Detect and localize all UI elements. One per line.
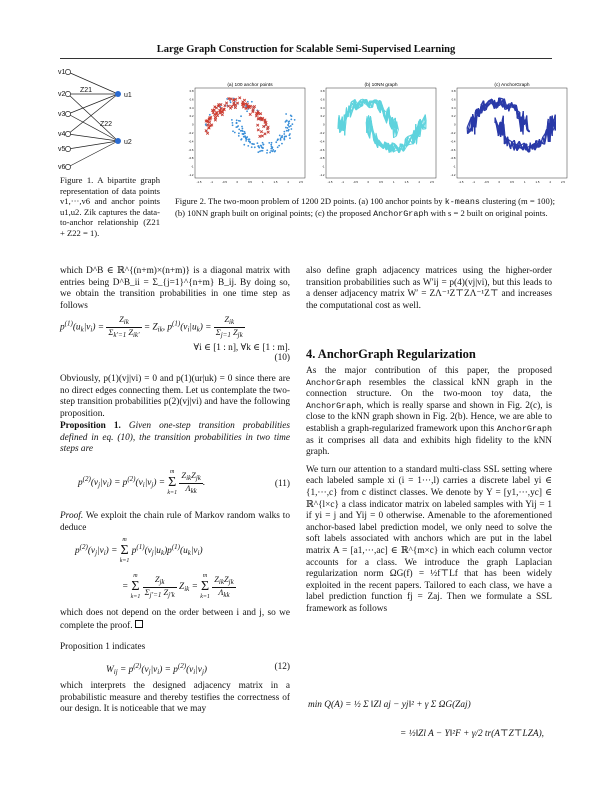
node-v6: v6 [58,164,66,171]
x-tick-label: -1.5 [458,180,464,184]
y-tick-label: 0 [191,122,194,127]
left-para-4: Proposition 1 indicates [60,642,146,652]
data-point [266,152,268,154]
figure2-caption [175,196,555,219]
x-tick-label: -0.5 [222,180,227,184]
proposition-1 [60,421,290,456]
data-point [281,143,283,145]
x-tick-label: 2 [287,180,290,184]
right-para-3: We turn our attention to a standard multi-class SSL setting where each labeled sample xi (i = 1···,l) carries a discrete label yi ∈ {1,···,c} from c distinct classes. We denote by Y = [y1,···,yc] ∈ ℝ^{l×c} a class indicator matrix on labeled samples with Yij = 1 if yi = j and Yij = 0 otherwise. Amenable to the aforementioned anchor-based label prediction model, we only need to solve the soft labels associated with anchors which are put in the label matrix A = [a1,···,ac] ∈ ℝ^{m×c} in which each column vector accounts for a class. We introduce the graph Laplacian regularization norm ΩG(f) = ½f⊤Lf that has been widely exploited in the recent papers. Tailored to each class, we have a label prediction function fj = Zaj. Then we formulate a SSL framework as follows [306,464,552,614]
data-point [283,137,285,139]
data-point [291,115,293,117]
data-point [244,135,246,137]
data-point [283,133,285,135]
qed-square-icon [135,620,143,628]
data-point [254,146,256,148]
running-title: Large Graph Construction for Scalable Semi-Supervised Learning [156,44,456,55]
data-point [287,130,289,132]
section-heading: 4. AnchorGraph Regularization [306,347,476,361]
proposition-head: Proposition 1. [60,421,121,431]
equation-objective-line2: = ½‖Zl A − Y‖²F + γ/2 tr(A⊤Z⊤LZA), [400,729,544,739]
figure2-svg [183,80,565,190]
anchor-point-marker [228,97,231,100]
data-point [231,119,233,121]
anchor-point-marker [267,131,270,134]
data-point [268,142,270,144]
x-tick-label: -1 [341,180,344,184]
y-tick-label: -1.2 [188,173,194,177]
anchor-point-marker [264,133,267,136]
left-para-2: Obviously, p(1)(vj|vi) = 0 and p(1)(ur|uk) = 0 since there are no direct edges connecting them. Let us contemplate the two-step transition probabilities p(2)(vj|vi) and have the following proposition. [60,374,290,419]
data-point [251,101,253,103]
x-tick-label: 2 [418,180,421,184]
y-tick-label: 0.4 [320,105,325,110]
y-tick-label: -1 [191,164,194,169]
equation-objective-line1: min Q(A) = ½ Σ ‖Zl aj − yj‖² + γ Σ ΩG(Zaj) [308,700,471,710]
left-para-3-block [60,608,290,632]
anchor-point-marker [242,106,245,109]
figure2-panel-title: (a) 100 anchor points [227,83,273,88]
y-tick-label: -0.4 [450,139,456,144]
equation-chain-1: $p^{(2)}(v_j|v_i) = m$ Σ k=1 $p^{(1)}(v_j|u_k)p^{(1)}(u_k|v_i)$ [75,537,203,564]
node-v5: v5 [58,146,66,153]
proof-head: Proof. [60,511,84,521]
anchor-point-marker [243,99,246,102]
caption-kmeans: k-means [444,197,480,207]
x-tick-label: 2 [549,180,552,184]
x-tick-label: 1 [392,180,395,184]
data-point [247,101,249,103]
anchor-point-marker [259,135,262,138]
data-point [209,114,211,116]
anchor-point-marker [252,106,255,109]
equation-10: $p^{(1)}(u_k|v_i)$ = $\frac{Z_{ik}}{\Sigma_{k'=1} Z_{ik'}}$ = $Z_{ik}$, $p^{(1)}(v_i|u_k)$ = $\frac{Z_{ik}}{\Sigma_{j=1} Z_{jk}}$ [60,315,243,339]
equation-12: $W_{ij} = p^{(2)}(v_j|v_i) = p^{(2)}(v_i|v_j)$ [106,662,207,676]
anchorgraph-term: AnchorGraph [306,400,362,411]
data-point [285,121,287,123]
right-para-2 [306,366,552,459]
data-point [259,151,261,153]
right-column-body [306,366,552,621]
data-point [286,130,288,132]
data-point [271,146,273,148]
x-tick-label: 0.5 [248,180,252,184]
y-tick-label: -0.2 [450,131,456,135]
x-tick-label: 1 [523,180,526,184]
data-point [285,127,287,129]
y-tick-label: 0.6 [320,97,325,102]
y-tick-label: -0.4 [188,139,194,144]
y-tick-label: 0.2 [189,114,194,119]
y-tick-label: -1.2 [319,173,325,177]
x-tick-label: 2.5 [299,180,303,184]
x-tick-label: 1.5 [273,180,278,184]
y-tick-label: 0.8 [320,89,325,93]
y-tick-label: 0 [453,122,456,127]
data-point [230,101,232,103]
data-point [244,131,246,133]
x-tick-label: 2.5 [430,180,434,184]
data-point [251,146,253,148]
y-tick-label: -0.2 [319,131,325,135]
caption-anchorgraph: AnchorGraph [373,208,429,219]
y-tick-label: 0.2 [451,114,456,119]
y-tick-label: -0.6 [188,147,194,152]
y-tick-label: 0.4 [189,105,194,110]
data-point [266,149,268,151]
node-v1: v1 [58,69,66,76]
edge-label-z21: Z21 [80,87,93,94]
x-tick-label: 1.5 [404,180,409,184]
text: As the major contribution of this paper, the proposed [306,366,552,376]
y-tick-label: -1 [453,164,456,169]
x-tick-label: -1.5 [327,180,333,184]
figure2-panel-3 [451,82,567,184]
anchor-point-marker [261,135,264,138]
data-point [234,132,236,134]
equation-12-tag: (12) [274,662,290,672]
figure2-panel-title: (c) AnchorGraph [494,83,530,88]
y-tick-label: 0.6 [189,97,194,102]
node-v2: v2 [58,91,66,98]
equation-11-tag: (11) [274,479,290,489]
data-point [269,152,271,154]
equation-11: $p^{(2)}(v_j|v_i) = p^{(2)}(v_i|v_j) = m$ Σ k=1 $\frac{Z_{ik}Z_{jk}}{\Lambda_{kk}}$ . [78,469,206,496]
data-point [262,150,264,152]
data-point [262,142,264,144]
y-tick-label: -0.6 [450,147,456,152]
y-tick-label: 0.2 [320,114,325,119]
y-tick-label: -1 [322,164,325,169]
data-point [242,130,244,132]
data-point [247,138,249,140]
data-point [236,122,238,124]
node-u1: u1 [124,92,132,99]
y-tick-label: 0 [322,122,325,127]
caption-text: clustering (m = 100); (b) 10NN graph built on original points; (c) the proposed [175,196,556,218]
data-point [253,143,255,145]
anchor-point-marker [260,130,263,133]
data-point [240,130,242,132]
y-tick-label: 0.4 [451,105,456,110]
data-point [290,128,292,130]
anchor-point-marker [249,113,252,116]
y-tick-label: -1.2 [450,173,456,177]
data-point [247,145,249,147]
right-para-1: also define graph adjacency matrices using the higher-order transition probabilities such as W′ij = p(4)(vj|vi), but this leads to a denser adjacency matrix W′ = ZΛ⁻¹Z⊤ZΛ⁻¹Z⊤ and increases the computational cost as well. [306,266,552,311]
data-point [257,145,259,147]
figure2-panel-1 [189,82,305,184]
figure1-bipartite-graph [58,64,178,174]
x-tick-label: 0 [236,180,239,184]
data-point [281,136,283,138]
y-tick-label: -0.2 [188,131,194,135]
y-tick-label: -0.8 [450,156,456,161]
data-point [242,128,244,130]
proposition-body: Given one-step transition probabilities defined in eq. (10), the transition probabilities in two time steps are [60,421,290,455]
data-point [279,134,281,136]
equation-10-condition: ∀i ∈ [1 : n], ∀k ∈ [1 : m]. [193,343,290,353]
anchor-point-marker [256,124,259,127]
caption-text: Figure 2. The two-moon problem of 1200 2D points. (a) 100 anchor points by [175,196,445,206]
node-u2: u2 [124,139,132,146]
text: , which is really sparse and shown in Fig. 2(c), is close to the kNN graph shown in Fig. 2(b). Hence, we are able to establish a graph-regularized framework upon this [306,400,552,434]
data-point [245,138,247,140]
anchor-point-marker [206,132,209,135]
x-tick-label: -1 [472,180,475,184]
data-point [287,127,289,129]
data-point [256,142,258,144]
header-rule [60,58,552,59]
data-point [290,118,292,120]
left-column [60,266,290,318]
left-para-5-block [60,681,290,722]
data-point [257,151,259,153]
data-point [277,146,279,148]
data-point [243,144,245,146]
y-tick-label: -0.6 [319,147,325,152]
data-point [238,120,240,122]
data-point [270,144,272,146]
data-point [249,142,251,144]
anchor-point-marker [259,112,262,115]
data-point [238,132,240,134]
data-point [294,119,296,121]
data-point [241,126,243,128]
data-point [248,140,250,142]
x-tick-label: -1 [210,180,213,184]
left-para-3: which does not depend on the order between i and j, so we complete the proof. [60,608,290,631]
data-point [288,120,290,122]
data-point [232,122,234,124]
anchor-point-marker [224,104,227,107]
equation-chain-2: = m Σ k=1 $\frac{Z_{jk}}{\Sigma_{j'=1} Z_{j'k}}$ $Z_{ik} = m$ Σ k=1 $\frac{Z_{ik}Z_{jk}}{\Lambda_{kk}}$ [122,573,234,600]
x-tick-label: 0.5 [379,180,383,184]
x-tick-label: 0 [498,180,501,184]
figure2-axes-frame [195,88,305,178]
anchor-point-marker [238,97,241,100]
data-point [287,124,289,126]
y-tick-label: 0.8 [451,89,456,93]
data-point [290,125,292,127]
text: resembles the classical kNN graph in the connection structure. On the two-moon toy data, the [306,377,552,400]
x-tick-label: 2.5 [561,180,565,184]
anchor-point-marker [257,129,260,132]
x-tick-label: 0.5 [510,180,514,184]
proof-body: We exploit the chain rule of Markov random walks to deduce [60,511,291,533]
data-point [285,113,287,115]
data-point [262,144,264,146]
x-tick-label: -0.5 [353,180,358,184]
data-point [289,137,291,139]
data-point [246,110,248,112]
x-tick-label: 1 [261,180,264,184]
equation-10-tag: (10) [274,353,290,363]
data-point [232,130,234,132]
figure1-caption: Figure 1. A bipartite graph representation of data points v1,···,v6 and anchor points u1,u2. Zik captures the data-to-anchor relationship (Z21 + Z22 = 1). [60,175,160,238]
x-tick-label: 1.5 [535,180,540,184]
data-point [271,142,273,144]
data-point [246,136,248,138]
y-tick-label: 0.6 [451,97,456,102]
node-v4: v4 [58,131,66,138]
figure2-panel-2 [320,82,436,184]
x-tick-label: -1.5 [196,180,202,184]
data-point [288,122,290,124]
data-point [240,115,242,117]
data-point [283,131,285,133]
y-tick-label: 0.8 [189,89,194,93]
data-point [270,148,272,150]
node-v3: v3 [58,111,66,118]
figure2-panels [183,80,565,190]
data-point [275,141,277,143]
left-para-2-block [60,374,290,426]
data-point [278,145,280,147]
y-tick-label: -0.4 [319,139,325,144]
right-column-top [306,266,552,318]
x-tick-label: 0 [367,180,370,184]
y-tick-label: -0.8 [319,156,325,161]
data-point [288,134,290,136]
anchor-point-marker [225,102,228,105]
data-point [277,139,279,141]
data-point [288,126,290,128]
data-point [262,147,264,149]
caption-text: with s = 2 built on original points. [428,207,548,218]
left-para-5: which interprets the designed adjacency matrix in a probabilistic measure and thereby testifies the correctness of our design. It is noticeable that we may [60,681,290,715]
data-point [245,140,247,142]
data-point [236,119,238,121]
anchorgraph-term: AnchorGraph [496,423,552,434]
data-point [285,135,287,137]
data-point [260,145,262,147]
left-para-1: which D^B ∈ ℝ^{(n+m)×(n+m)} is a diagonal matrix with entries being D^B_ii = Σ_{j=1}^{n+m} B_ij. By doing so, we obtain the transition probabilities in one time step as follows [60,266,290,311]
x-tick-label: -0.5 [484,180,489,184]
data-point [274,150,276,152]
data-point [280,139,282,141]
data-point [238,135,240,137]
y-tick-label: -0.8 [188,156,194,161]
data-point [291,123,293,125]
data-point [238,128,240,130]
anchor-point-marker [221,113,224,116]
anchor-point-marker [219,112,222,115]
text: as it comprises all data and exhibits high fidelity to the kNN graph. [306,435,552,458]
data-point [251,143,253,145]
data-point [242,133,244,135]
anchorgraph-term: AnchorGraph [306,377,362,388]
data-point [241,138,243,140]
data-point [232,124,234,126]
proof-block [60,511,290,534]
figure2-panel-title: (b) 10NN graph [364,83,398,88]
data-point [272,149,274,151]
data-point [270,150,272,152]
data-point [235,126,237,128]
edge-label-z22: Z22 [100,121,113,128]
anchor-point-marker [207,124,210,127]
